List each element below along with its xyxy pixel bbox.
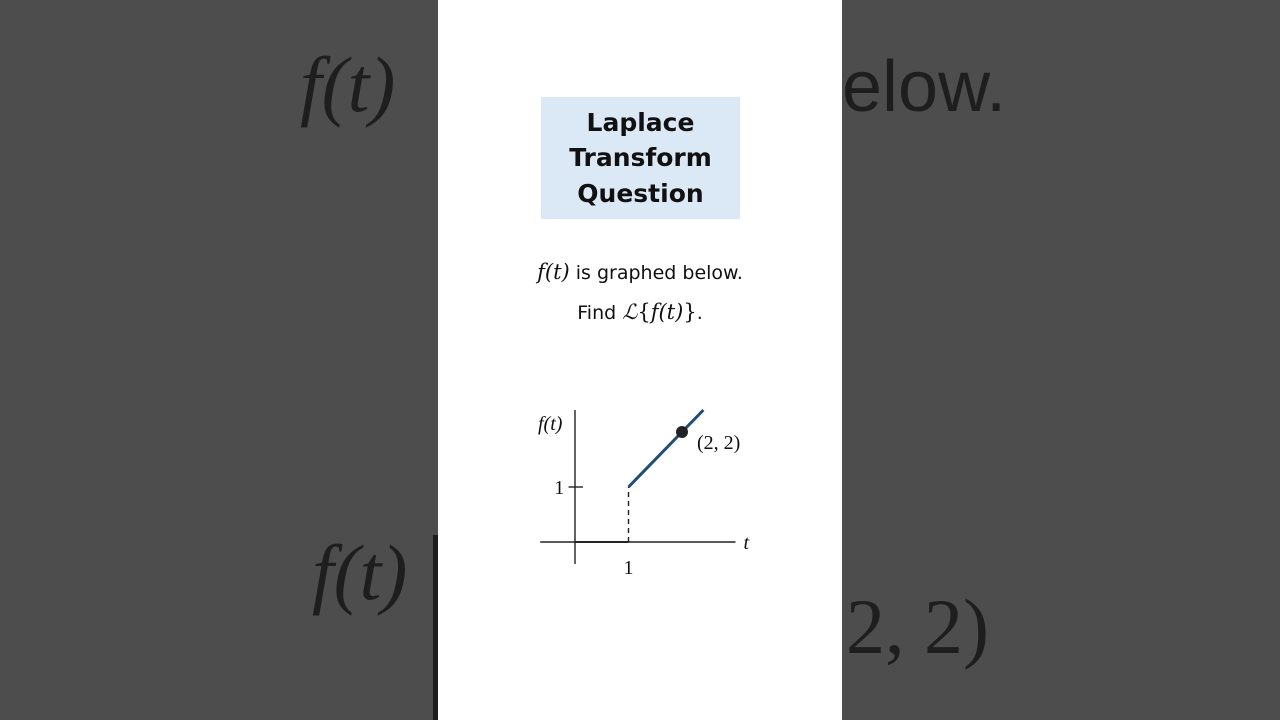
background-echo-text: elow. bbox=[842, 47, 1007, 127]
title-line: Question bbox=[577, 178, 704, 208]
question-line-1 bbox=[438, 260, 842, 284]
question-text: is graphed below. bbox=[569, 262, 743, 284]
question-line-2 bbox=[438, 300, 842, 324]
point-label: (2, 2) bbox=[697, 432, 741, 454]
background-right bbox=[842, 0, 1280, 720]
series-line-ramp bbox=[629, 410, 704, 487]
function-symbol: f(t) bbox=[537, 260, 570, 284]
function-graph bbox=[533, 400, 753, 590]
question-card bbox=[438, 0, 842, 720]
question-text: . bbox=[696, 302, 703, 324]
title-box bbox=[541, 97, 740, 219]
x-axis-label: t bbox=[743, 532, 750, 554]
y-axis-label: f(t) bbox=[538, 413, 563, 435]
x-tick-label: 1 bbox=[623, 557, 634, 579]
background-echo-text: 2, 2) bbox=[846, 583, 989, 670]
background-echo-text: f(t) bbox=[300, 41, 396, 128]
function-symbol: f(t) bbox=[650, 300, 684, 324]
y-tick-label: 1 bbox=[554, 477, 565, 499]
background-left bbox=[0, 0, 438, 720]
question-text: Find bbox=[577, 302, 623, 324]
background-echo-text: f(t) bbox=[312, 529, 408, 616]
title-line: Laplace bbox=[586, 107, 695, 137]
brace-open: { bbox=[637, 300, 651, 324]
laplace-symbol: ℒ bbox=[622, 300, 638, 324]
title-line: Transform bbox=[569, 143, 712, 173]
marked-point bbox=[676, 426, 688, 438]
brace-close: } bbox=[683, 300, 697, 324]
